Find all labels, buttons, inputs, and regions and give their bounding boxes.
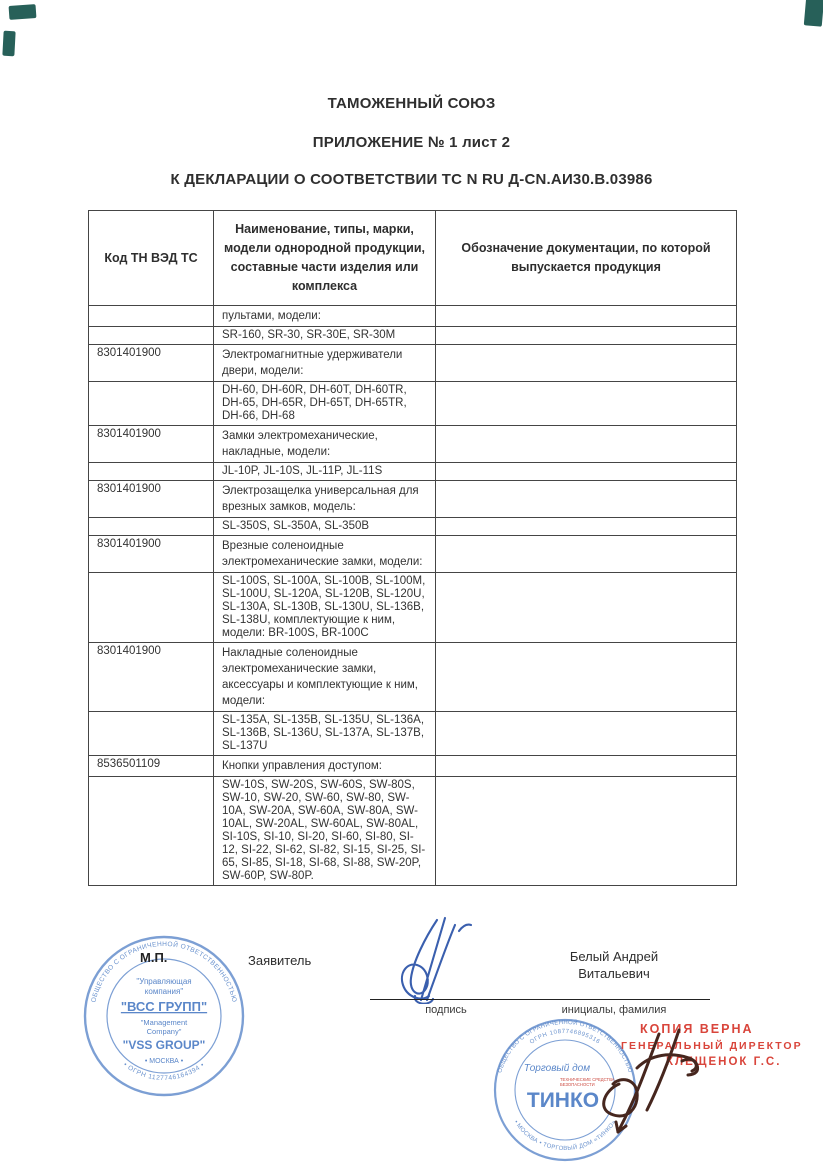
tinko-sub-line2: БЕЗОПАСНОСТИ	[560, 1082, 595, 1087]
vss-ring-top-text: ОБЩЕСТВО С ОГРАНИЧЕННОЙ ОТВЕТСТВЕННОСТЬЮ	[90, 940, 238, 1004]
copy-verna-stamp-line3: КЛЕЩЕНОК Г.С.	[666, 1056, 782, 1068]
vss-center-line3: "ВСС ГРУПП"	[120, 999, 208, 1014]
doc-title-customs-union: ТАМОЖЕННЫЙ СОЮЗ	[327, 95, 496, 112]
applicant-signature	[375, 916, 479, 1004]
table-cell-name: SR-160, SR-30, SR-30E, SR-30M	[214, 327, 436, 345]
table-cell-code: 8301401900	[89, 345, 214, 382]
table-row	[89, 712, 737, 756]
table-cell-code: 8536501109	[89, 756, 214, 777]
table-cell-code	[89, 306, 214, 327]
table-row	[89, 536, 737, 573]
applicant-name-line1: Белый Андрей	[569, 949, 659, 964]
table-cell-doc	[436, 345, 737, 382]
table-cell-name: SL-350S, SL-350A, SL-350B	[214, 518, 436, 536]
table-cell-code	[89, 712, 214, 756]
table-row	[89, 518, 737, 536]
table-row	[89, 426, 737, 463]
table-cell-doc	[436, 756, 737, 777]
tinko-sub-line1: ТЕХНИЧЕСКИЕ СРЕДСТВА	[560, 1077, 615, 1082]
vss-center-line2: компания"	[144, 987, 184, 996]
vss-center-line6: "VSS GROUP"	[122, 1038, 206, 1052]
table-row	[89, 382, 737, 426]
table-cell-name: Накладные соленоидные электромеханические замки, аксессуары и комплектующие к ним, модели:	[214, 643, 436, 712]
table-cell-code	[89, 777, 214, 886]
table-cell-doc	[436, 426, 737, 463]
table-row	[89, 345, 737, 382]
table-row	[89, 463, 737, 481]
name-line	[518, 999, 710, 1000]
table-cell-doc	[436, 777, 737, 886]
table-cell-code: 8301401900	[89, 481, 214, 518]
table-cell-doc	[436, 306, 737, 327]
table-row	[89, 777, 737, 886]
table-cell-code: 8301401900	[89, 536, 214, 573]
applicant-label: Заявитель	[248, 953, 312, 968]
table-cell-doc	[436, 712, 737, 756]
table-cell-doc	[436, 518, 737, 536]
table-row	[89, 643, 737, 712]
table-header-row	[89, 211, 737, 306]
scan-artifact	[9, 4, 37, 20]
table-row	[89, 756, 737, 777]
tinko-ring-top-text: ОБЩЕСТВО С ОГРАНИЧЕННОЙ ОТВЕТСТВЕННОСТЬЮ	[497, 1019, 633, 1074]
vss-center-line5: Company"	[146, 1027, 182, 1036]
vss-center-line7: • МОСКВА •	[144, 1058, 184, 1065]
doc-title-declaration-number: К ДЕКЛАРАЦИИ О СООТВЕТСТВИИ ТС N RU Д-CN.АИ30.В.03986	[170, 171, 653, 188]
table-cell-name: Кнопки управления доступом:	[214, 756, 436, 777]
table-cell-doc	[436, 481, 737, 518]
signature-caption: подпись	[425, 1004, 467, 1016]
table-row	[89, 481, 737, 518]
table-cell-doc	[436, 643, 737, 712]
table-row	[89, 573, 737, 643]
column-header-name: Наименование, типы, марки, модели однородной продукции, составные части изделия или комплекса	[214, 211, 436, 306]
column-header-code: Код ТН ВЭД ТС	[89, 211, 214, 306]
table-cell-doc	[436, 573, 737, 643]
copy-verna-stamp-line2: ГЕНЕРАЛЬНЫЙ ДИРЕКТОР	[621, 1040, 803, 1052]
products-table	[88, 210, 737, 886]
table-cell-name: Электромагнитные удерживатели двери, модели:	[214, 345, 436, 382]
table-cell-doc	[436, 327, 737, 345]
copy-verna-stamp-line1: КОПИЯ ВЕРНА	[640, 1022, 754, 1036]
applicant-name-line2: Витальевич	[578, 966, 650, 981]
scan-artifact	[2, 31, 15, 57]
table-cell-code	[89, 573, 214, 643]
table-cell-name: Замки электромеханические, накладные, модели:	[214, 426, 436, 463]
table-cell-name: Врезные соленоидные электромеханические замки, модели:	[214, 536, 436, 573]
table-cell-name: SL-100S, SL-100A, SL-100B, SL-100M, SL-100U, SL-120A, SL-120B, SL-120U, SL-130A, SL-130B, SL-130U, SL-136B, SL-138U, комплектующие к ним, модели: BR-100S, BR-100C	[214, 573, 436, 643]
tinko-script-text: Торговый дом	[523, 1063, 591, 1074]
doc-title-annex: ПРИЛОЖЕНИЕ № 1 лист 2	[312, 134, 511, 151]
vss-center-line4: "Management	[140, 1018, 188, 1027]
tinko-ogrn-text: ОГРН 1087746895316	[528, 1028, 602, 1046]
column-header-doc: Обозначение документации, по которой выпускается продукция	[436, 211, 737, 306]
table-cell-code	[89, 518, 214, 536]
vss-center-line1: "Управляющая	[136, 977, 192, 986]
table-cell-name: Электрозащелка универсальная для врезных замков, модель:	[214, 481, 436, 518]
applicant-name	[523, 948, 705, 982]
table-cell-code	[89, 463, 214, 481]
table-cell-doc	[436, 536, 737, 573]
scan-artifact	[804, 0, 823, 27]
table-cell-name: SW-10S, SW-20S, SW-60S, SW-80S, SW-10, SW-20, SW-60, SW-80, SW-10A, SW-20A, SW-60A, SW-80A, SW-10AL, SW-20AL, SW-60AL, SW-80AL, SI-10S, SI-10, SI-20, SI-60, SI-80, SI-12, SI-22, SI-62, SI-82, SI-15, SI-25, SI-65, SI-85, SI-18, SI-68, SI-88, SW-20P, SW-60P, SW-80P.	[214, 777, 436, 886]
table-row	[89, 306, 737, 327]
table-row	[89, 327, 737, 345]
tinko-ring-bottom-text: • МОСКВА • ТОРГОВЫЙ ДОМ «ТИНКО»	[512, 1119, 618, 1153]
table-cell-code: 8301401900	[89, 643, 214, 712]
table-cell-code	[89, 327, 214, 345]
table-cell-name: JL-10P, JL-10S, JL-11P, JL-11S	[214, 463, 436, 481]
table-cell-name: SL-135A, SL-135B, SL-135U, SL-136A, SL-136B, SL-136U, SL-137A, SL-137B, SL-137U	[214, 712, 436, 756]
table-cell-doc	[436, 382, 737, 426]
director-signature	[585, 1026, 710, 1141]
name-caption: инициалы, фамилия	[561, 1004, 667, 1016]
tinko-logo-text: ТИНКО	[526, 1089, 600, 1112]
table-cell-code: 8301401900	[89, 426, 214, 463]
table-cell-doc	[436, 463, 737, 481]
table-cell-name: DH-60, DH-60R, DH-60T, DH-60TR, DH-65, DH-65R, DH-65T, DH-65TR, DH-66, DH-68	[214, 382, 436, 426]
vss-ring-bottom-text: • ОГРН 1127746164394 •	[121, 1061, 207, 1083]
table-cell-code	[89, 382, 214, 426]
table-cell-name: пультами, модели:	[214, 306, 436, 327]
mp-label: М.П.	[140, 950, 168, 965]
signature-line	[370, 999, 522, 1000]
